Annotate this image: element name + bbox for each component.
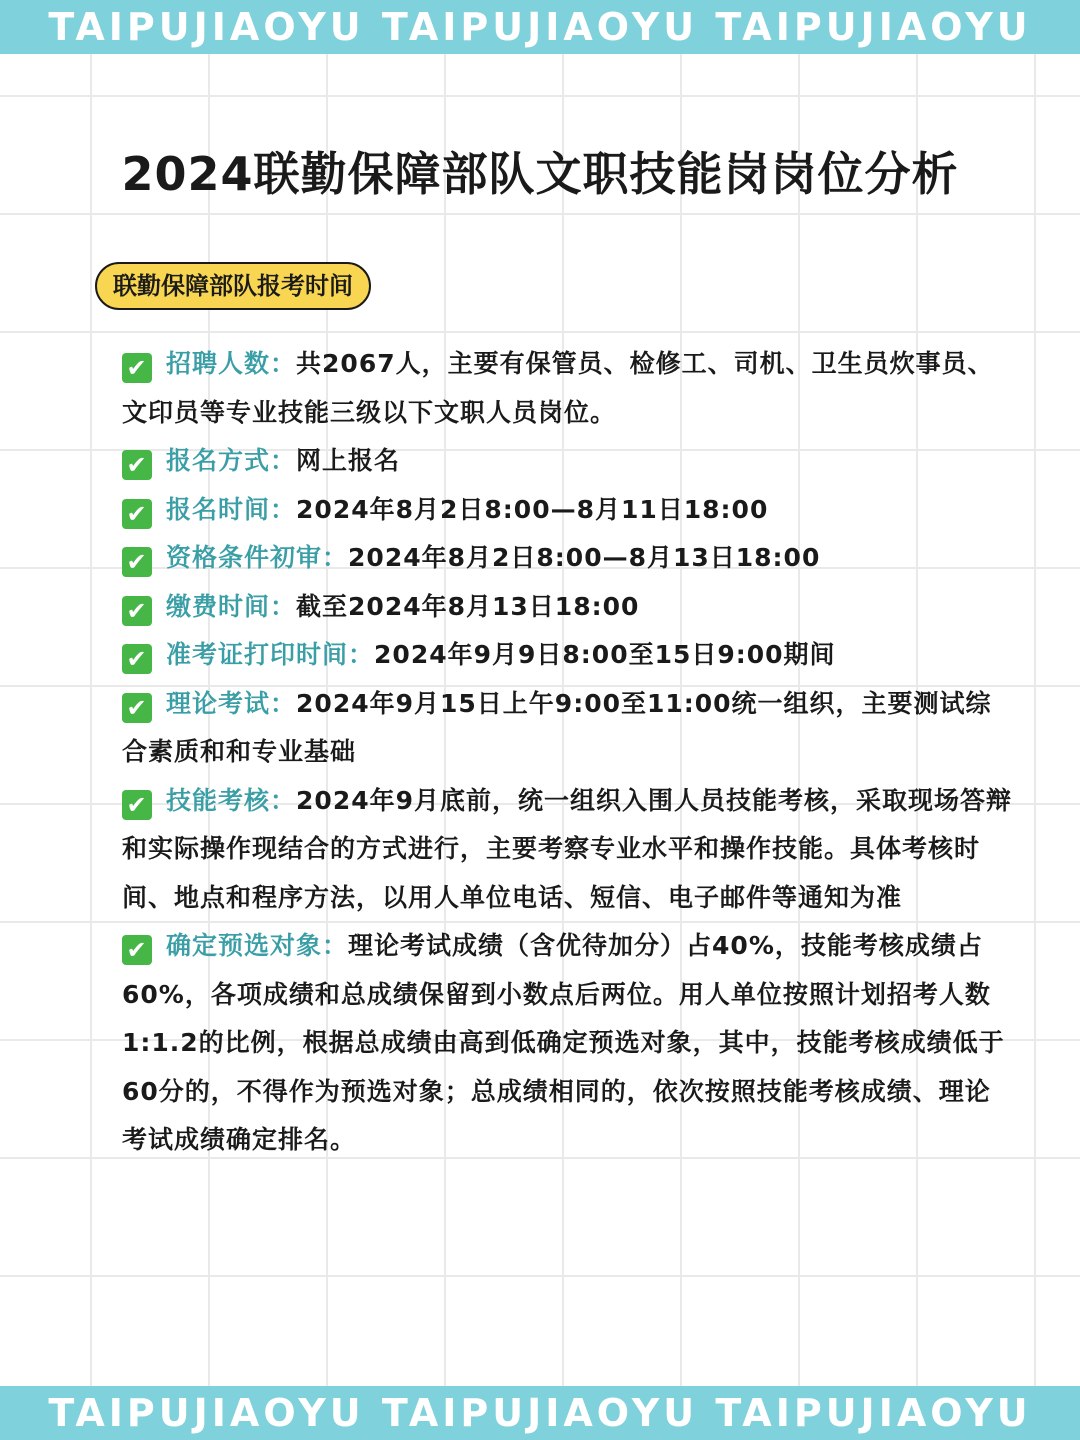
- item-text: 截至2024年8月13日18:00: [296, 591, 640, 621]
- list-item: [122, 922, 1012, 1165]
- check-mark-icon: ✔: [122, 450, 152, 480]
- top-banner: [0, 0, 1080, 54]
- item-text: 2024年9月底前，统一组织入围人员技能考核，采取现场答辩和实际操作现结合的方式进行，主要考察专业水平和操作技能。具体考核时间、地点和程序方法，以用人单位电话、短信、电子邮件等通知为准: [122, 785, 1013, 912]
- item-text: 2024年9月15日上午9:00至11:00统一组织，主要测试综合素质和和专业基础: [122, 688, 992, 766]
- page-title: 2024联勤保障部队文职技能岗岗位分析: [121, 147, 959, 201]
- check-mark-icon: ✔: [122, 547, 152, 577]
- section-label: 联勤保障部队报考时间: [95, 262, 371, 310]
- item-text: 2024年8月2日8:00—8月11日18:00: [296, 494, 769, 524]
- item-text: 共2067人，主要有保管员、检修工、司机、卫生员炊事员、文印员等专业技能三级以下文职人员岗位。: [122, 349, 994, 427]
- list-item: [122, 486, 1012, 535]
- check-mark-icon: ✔: [122, 499, 152, 529]
- item-label: 资格条件初审: [166, 543, 323, 572]
- item-colon: ：: [322, 931, 349, 960]
- check-mark-icon: ✔: [122, 353, 152, 383]
- item-label: 报名时间: [166, 494, 271, 524]
- list-item: [122, 777, 1012, 923]
- item-colon: ：: [348, 640, 375, 669]
- item-text: 2024年9月9日8:00至15日9:00期间: [374, 640, 836, 669]
- check-mark-icon: ✔: [122, 935, 152, 965]
- check-mark-icon: ✔: [122, 596, 152, 626]
- check-mark-icon: ✔: [122, 644, 152, 674]
- item-colon: ：: [270, 446, 297, 475]
- check-mark-icon: ✔: [122, 693, 152, 723]
- list-item: [122, 583, 1012, 632]
- item-colon: ：: [270, 494, 297, 524]
- info-list: [122, 340, 1012, 1165]
- list-item: [122, 534, 1012, 583]
- item-text: 网上报名: [296, 446, 401, 475]
- item-label: 报名方式: [166, 446, 271, 475]
- item-label: 技能考核: [166, 785, 271, 815]
- item-colon: ：: [270, 591, 297, 621]
- item-colon: ：: [270, 349, 297, 378]
- list-item: [122, 631, 1012, 680]
- item-text: 2024年8月2日8:00—8月13日18:00: [348, 543, 821, 572]
- item-text: 理论考试成绩（含优待加分）占40%，技能考核成绩占60%，各项成绩和总成绩保留到小数点后两位。用人单位按照计划招考人数1:1.2的比例，根据总成绩由高到低确定预选对象，其中，技能考核成绩低于60分的，不得作为预选对象；总成绩相同的，依次按照技能考核成绩、理论考试成绩确定排名。: [122, 931, 1005, 1154]
- item-label: 准考证打印时间: [166, 640, 349, 669]
- list-item: [122, 340, 1012, 437]
- item-label: 招聘人数: [166, 349, 271, 378]
- bottom-banner-text: TAIPUJIAOYU TAIPUJIAOYU TAIPUJIAOYU: [48, 1391, 1032, 1435]
- top-banner-text: TAIPUJIAOYU TAIPUJIAOYU TAIPUJIAOYU: [48, 5, 1032, 49]
- bottom-banner: [0, 1386, 1080, 1440]
- item-label: 确定预选对象: [166, 931, 323, 960]
- list-item: [122, 437, 1012, 486]
- check-mark-icon: ✔: [122, 790, 152, 820]
- item-colon: ：: [270, 688, 297, 718]
- item-colon: ：: [270, 785, 297, 815]
- item-label: 理论考试: [166, 688, 271, 718]
- item-colon: ：: [322, 543, 349, 572]
- list-item: [122, 680, 1012, 777]
- item-label: 缴费时间: [166, 591, 271, 621]
